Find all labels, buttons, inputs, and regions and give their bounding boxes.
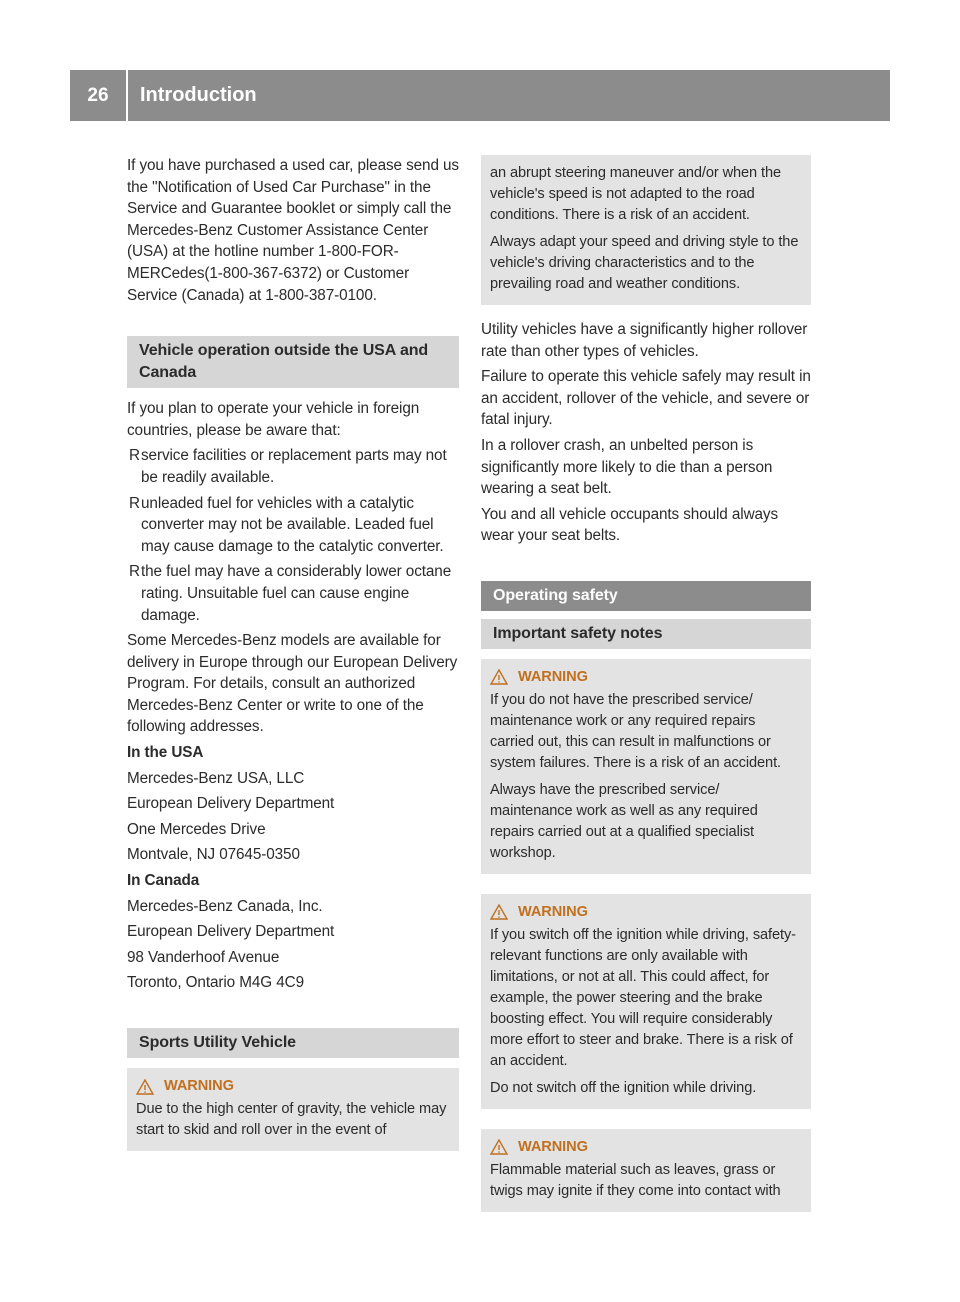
warning-label: WARNING bbox=[164, 1078, 234, 1094]
european-delivery-paragraph: Some Mercedes-Benz models are available for delivery in Europe through our European Delivery Program. For details, consult an authorized Mercedes-Benz Center or write to one of the following addresses. bbox=[127, 632, 458, 736]
subsection-heading-important-notes: Important safety notes bbox=[481, 619, 811, 649]
warning-triangle-icon bbox=[490, 1139, 508, 1155]
page-header bbox=[70, 70, 890, 121]
warning-text: If you do not have the prescribed service/ maintenance work or any required repairs carried out, this can result in malfunctions or system failures. There is a risk of an accident. bbox=[490, 691, 781, 771]
warning-box-suv bbox=[127, 1068, 459, 1151]
address-line: Toronto, Ontario M4G 4C9 bbox=[127, 974, 304, 992]
bullet-icon: R bbox=[129, 494, 140, 512]
rollover-rate-paragraph: Utility vehicles have a significantly higher rollover rate than other types of vehicles. bbox=[481, 321, 808, 360]
chapter-title: Introduction bbox=[140, 84, 257, 106]
warning-text: an abrupt steering maneuver and/or when the vehicle's speed is not adapted to the road conditions. There is a risk of an accident. bbox=[490, 165, 782, 223]
warning-box-continued bbox=[481, 155, 811, 305]
list-item: R service facilities or replacement parts may not be readily available. bbox=[129, 447, 447, 486]
address-line: Montvale, NJ 07645-0350 bbox=[127, 846, 300, 864]
foreign-bullet-list bbox=[127, 445, 459, 626]
section-heading-suv: Sports Utility Vehicle bbox=[127, 1028, 459, 1058]
address-line: 98 Vanderhoof Avenue bbox=[127, 948, 280, 966]
warning-text: Do not switch off the ignition while driving. bbox=[490, 1079, 757, 1096]
address-line: Mercedes-Benz USA, LLC bbox=[127, 769, 305, 787]
bullet-icon: R bbox=[129, 447, 140, 465]
warning-label: WARNING bbox=[518, 668, 588, 685]
seat-belts-paragraph: You and all vehicle occupants should always wear your seat belts. bbox=[481, 505, 779, 545]
canada-label: In Canada bbox=[127, 872, 200, 890]
address-line: European Delivery Department bbox=[127, 923, 335, 941]
page-number: 26 bbox=[70, 70, 128, 121]
warning-triangle-icon bbox=[136, 1079, 154, 1095]
warning-text: Due to the high center of gravity, the vehicle may start to skid and roll over in the event of bbox=[136, 1101, 447, 1138]
bullet-icon: R bbox=[129, 563, 140, 581]
warning-text: If you switch off the ignition while driving, safety-relevant functions are only available with limitations, or not at all. This could affect, for example, the power steering and the brake boosting effect. You will require considerably more effort to steer and brake. There is a risk of an accident. bbox=[490, 926, 796, 1069]
foreign-countries-paragraph: If you plan to operate your vehicle in foreign countries, please be aware that: bbox=[127, 400, 420, 439]
warning-box-ignition bbox=[481, 894, 811, 1109]
used-car-paragraph: If you have purchased a used car, please send us the "Notification of Used Car Purchase" in the Service and Guarantee booklet or simply call the Mercedes-Benz Customer Assistance Center (USA) at the hotline number 1-800-FOR-MERCedes(1-800-367-6372) or Customer Service (Canada) at 1-800-387-0100. bbox=[127, 157, 459, 304]
warning-text: Always adapt your speed and driving style to the vehicle's driving characteristics and to the prevailing road and weather conditions. bbox=[490, 234, 799, 292]
left-column bbox=[127, 155, 459, 1151]
failure-paragraph: Failure to operate this vehicle safely may result in an accident, rollover of the vehicle, and severe or fatal injury. bbox=[481, 368, 811, 429]
usa-label: In the USA bbox=[127, 744, 204, 762]
right-column bbox=[481, 155, 811, 1212]
address-line: European Delivery Department bbox=[127, 795, 335, 813]
address-line: Mercedes-Benz Canada, Inc. bbox=[127, 897, 323, 915]
warning-triangle-icon bbox=[490, 669, 508, 685]
warning-text: Always have the prescribed service/ maintenance work as well as any required repairs carried out at a qualified specialist workshop. bbox=[490, 781, 758, 861]
list-item: R the fuel may have a considerably lower octane rating. Unsuitable fuel can cause engine damage. bbox=[129, 563, 452, 624]
warning-box-service bbox=[481, 659, 811, 874]
warning-box-flammable bbox=[481, 1129, 811, 1212]
section-heading-outside-usa: Vehicle operation outside the USA and Canada bbox=[127, 336, 459, 388]
address-line: One Mercedes Drive bbox=[127, 820, 266, 838]
section-heading-operating-safety: Operating safety bbox=[481, 581, 811, 611]
warning-text: Flammable material such as leaves, grass or twigs may ignite if they come into contact with bbox=[490, 1161, 781, 1199]
list-item: R unleaded fuel for vehicles with a catalytic converter may not be available. Leaded fuel may cause damage to the catalytic converter. bbox=[129, 494, 444, 555]
warning-label: WARNING bbox=[518, 903, 588, 920]
warning-triangle-icon bbox=[490, 904, 508, 920]
warning-label: WARNING bbox=[518, 1138, 588, 1155]
rollover-crash-paragraph: In a rollover crash, an unbelted person is significantly more likely to die than a person wearing a seat belt. bbox=[481, 436, 773, 498]
